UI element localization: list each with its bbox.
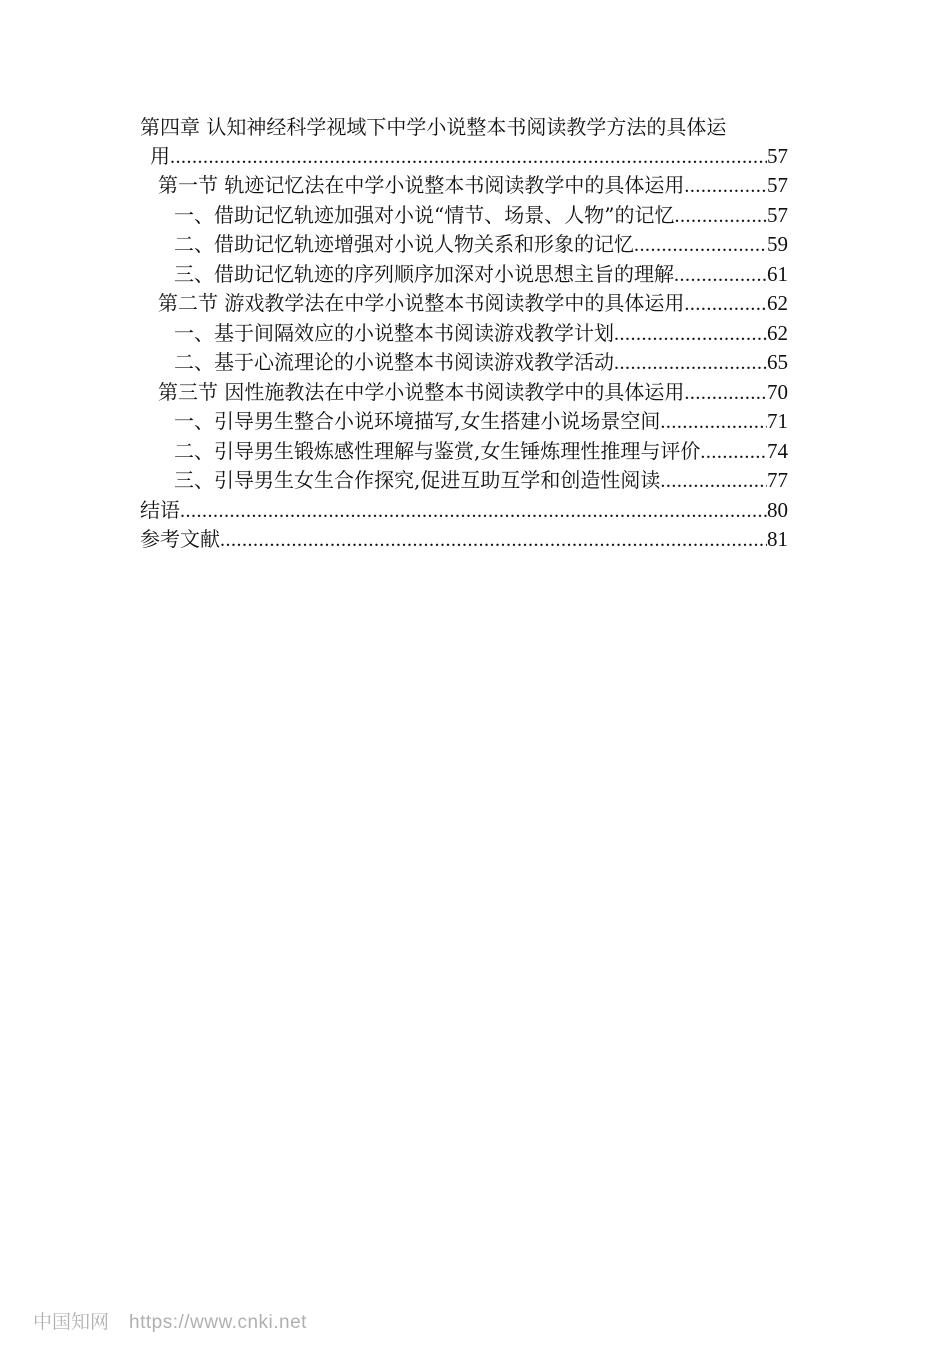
table-of-contents: [140, 113, 788, 555]
toc-subsection[interactable]: [140, 437, 788, 467]
toc-section[interactable]: [140, 171, 788, 201]
toc-subsection[interactable]: [140, 466, 788, 496]
toc-subsection[interactable]: [140, 201, 788, 231]
toc-entry-title: 第二节 游戏教学法在中学小说整本书阅读教学中的具体运用: [158, 291, 685, 315]
cnki-watermark: [33, 1307, 307, 1334]
toc-page-number: 59: [767, 232, 788, 256]
toc-page-number: 57: [767, 143, 788, 168]
dot-leader: [660, 467, 767, 496]
toc-subsection[interactable]: [140, 407, 788, 437]
toc-page-number: 65: [767, 350, 788, 374]
toc-chapter-title: 第四章 认知神经科学视域下中学小说整本书阅读教学方法的具体运: [140, 115, 727, 139]
toc-page-number: 77: [767, 468, 788, 492]
toc-entry-title: 二、基于心流理论的小说整本书阅读游戏教学活动: [174, 350, 614, 374]
toc-subsection[interactable]: [140, 348, 788, 378]
toc-entry-title: 一、借助记忆轨迹加强对小说“情节、场景、人物”的记忆: [174, 202, 675, 227]
dot-leader: [684, 379, 767, 408]
dot-leader: [674, 261, 767, 290]
toc-entry-title: 第三节 因性施教法在中学小说整本书阅读教学中的具体运用: [158, 379, 685, 404]
toc-page-number: 80: [767, 497, 788, 522]
toc-subsection[interactable]: [140, 260, 788, 290]
toc-page-number: 71: [767, 409, 788, 433]
watermark-brand: 中国知网: [33, 1312, 110, 1333]
toc-page-number: 62: [767, 291, 788, 315]
dot-leader: [614, 349, 767, 378]
toc-section[interactable]: [140, 289, 788, 319]
toc-page-number: 70: [767, 379, 788, 404]
toc-entry-title: 三、引导男生女生合作探究,促进互助互学和创造性阅读: [174, 468, 661, 492]
toc-page-number: 57: [767, 173, 788, 197]
dot-leader: [220, 526, 767, 555]
toc-chapter-heading[interactable]: [140, 113, 788, 142]
toc-entry-title: 结语: [140, 497, 180, 522]
toc-entry-title: 第一节 轨迹记忆法在中学小说整本书阅读教学中的具体运用: [158, 173, 685, 197]
dot-leader: [170, 143, 767, 172]
dot-leader: [684, 172, 767, 201]
toc-page-number: 62: [767, 320, 788, 345]
dot-leader: [634, 231, 767, 260]
toc-page-number: 81: [767, 527, 788, 551]
toc-conclusion[interactable]: [140, 496, 788, 526]
toc-entry-title: 一、引导男生整合小说环境描写,女生搭建小说场景空间: [174, 409, 661, 433]
toc-chapter-heading-continued[interactable]: [140, 142, 788, 172]
watermark-url: https://www.cnki.net: [129, 1312, 307, 1333]
toc-subsection[interactable]: [140, 319, 788, 349]
toc-section[interactable]: [140, 378, 788, 408]
toc-entry-title: 一、基于间隔效应的小说整本书阅读游戏教学计划: [174, 320, 614, 345]
dot-leader: [674, 202, 767, 231]
dot-leader: [614, 320, 767, 349]
toc-entry-title: 三、借助记忆轨迹的序列顺序加深对小说思想主旨的理解: [174, 261, 674, 286]
dot-leader: [700, 438, 767, 467]
dot-leader: [684, 290, 767, 319]
toc-entry-title: 二、借助记忆轨迹增强对小说人物关系和形象的记忆: [174, 232, 634, 256]
toc-page-number: 74: [767, 438, 788, 463]
toc-chapter-title-cont: 用: [150, 143, 170, 168]
toc-entry-title: 二、引导男生锻炼感性理解与鉴赏,女生锤炼理性推理与评价: [174, 438, 701, 463]
toc-subsection[interactable]: [140, 230, 788, 260]
toc-references[interactable]: [140, 525, 788, 555]
dot-leader: [180, 497, 767, 526]
toc-page-number: 57: [767, 202, 788, 227]
toc-page-number: 61: [767, 261, 788, 286]
toc-entry-title: 参考文献: [140, 527, 220, 551]
dot-leader: [660, 408, 767, 437]
